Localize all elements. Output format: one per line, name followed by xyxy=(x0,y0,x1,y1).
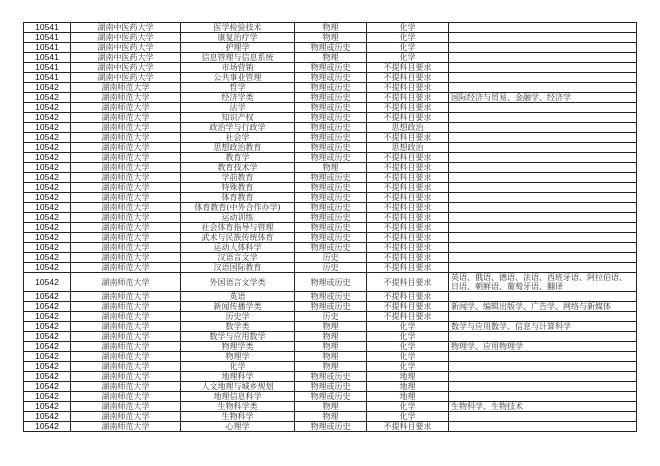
table-body xyxy=(24,23,637,432)
school-name-cell: 湖南中医药大学 xyxy=(71,73,181,83)
school-name-cell: 湖南师范大学 xyxy=(71,302,181,312)
second-subject-cell: 不提科目要求 xyxy=(367,153,449,163)
major-cell: 哲学 xyxy=(181,83,295,93)
included-majors-cell: 国际经济与贸易、金融学、经济学 xyxy=(449,93,637,103)
school-name-cell: 湖南师范大学 xyxy=(71,273,181,292)
table-row xyxy=(24,63,637,73)
school-name-cell: 湖南师范大学 xyxy=(71,352,181,362)
school-name-cell: 湖南师范大学 xyxy=(71,292,181,302)
included-majors-cell xyxy=(449,233,637,243)
included-majors-cell xyxy=(449,183,637,193)
table-row xyxy=(24,352,637,362)
second-subject-cell: 地理 xyxy=(367,392,449,402)
first-subject-cell: 物理或历史 xyxy=(295,43,367,53)
table-row xyxy=(24,312,637,322)
table-row xyxy=(24,193,637,203)
included-majors-cell xyxy=(449,292,637,302)
first-subject-cell: 物理或历史 xyxy=(295,93,367,103)
school-code-cell: 10542 xyxy=(24,213,71,223)
included-majors-cell xyxy=(449,33,637,43)
table-row xyxy=(24,213,637,223)
school-name-cell: 湖南中医药大学 xyxy=(71,53,181,63)
school-name-cell: 湖南师范大学 xyxy=(71,193,181,203)
first-subject-cell: 物理 xyxy=(295,352,367,362)
table-row xyxy=(24,402,637,412)
school-code-cell: 10542 xyxy=(24,332,71,342)
first-subject-cell: 物理或历史 xyxy=(295,213,367,223)
included-majors-cell xyxy=(449,43,637,53)
second-subject-cell: 不提科目要求 xyxy=(367,183,449,193)
school-name-cell: 湖南师范大学 xyxy=(71,312,181,322)
school-code-cell: 10542 xyxy=(24,273,71,292)
major-cell: 社会学 xyxy=(181,133,295,143)
included-majors-cell xyxy=(449,53,637,63)
included-majors-cell xyxy=(449,412,637,422)
school-code-cell: 10542 xyxy=(24,402,71,412)
second-subject-cell: 不提科目要求 xyxy=(367,253,449,263)
second-subject-cell: 不提科目要求 xyxy=(367,173,449,183)
major-cell: 法学 xyxy=(181,103,295,113)
table-row xyxy=(24,243,637,253)
second-subject-cell: 不提科目要求 xyxy=(367,83,449,93)
table-row xyxy=(24,163,637,173)
first-subject-cell: 历史 xyxy=(295,253,367,263)
second-subject-cell: 不提科目要求 xyxy=(367,263,449,273)
first-subject-cell: 物理或历史 xyxy=(295,292,367,302)
school-code-cell: 10542 xyxy=(24,203,71,213)
school-name-cell: 湖南师范大学 xyxy=(71,213,181,223)
second-subject-cell: 化学 xyxy=(367,23,449,33)
school-name-cell: 湖南中医药大学 xyxy=(71,43,181,53)
school-name-cell: 湖南师范大学 xyxy=(71,113,181,123)
first-subject-cell: 物理 xyxy=(295,322,367,332)
included-majors-cell xyxy=(449,223,637,233)
included-majors-cell: 物理学、应用物理学 xyxy=(449,342,637,352)
major-cell: 特殊教育 xyxy=(181,183,295,193)
table-row xyxy=(24,253,637,263)
school-name-cell: 湖南师范大学 xyxy=(71,412,181,422)
table-row xyxy=(24,233,637,243)
included-majors-cell xyxy=(449,213,637,223)
first-subject-cell: 物理或历史 xyxy=(295,133,367,143)
first-subject-cell: 物理或历史 xyxy=(295,83,367,93)
school-name-cell: 湖南师范大学 xyxy=(71,163,181,173)
table-row xyxy=(24,322,637,332)
major-cell: 护理学 xyxy=(181,43,295,53)
second-subject-cell: 不提科目要求 xyxy=(367,113,449,123)
included-majors-cell xyxy=(449,362,637,372)
included-majors-cell xyxy=(449,113,637,123)
major-cell: 社会体育指导与管理 xyxy=(181,223,295,233)
first-subject-cell: 物理或历史 xyxy=(295,63,367,73)
school-code-cell: 10541 xyxy=(24,53,71,63)
included-majors-cell xyxy=(449,203,637,213)
first-subject-cell: 物理或历史 xyxy=(295,123,367,133)
first-subject-cell: 历史 xyxy=(295,312,367,322)
second-subject-cell: 不提科目要求 xyxy=(367,73,449,83)
school-code-cell: 10542 xyxy=(24,103,71,113)
school-name-cell: 湖南中医药大学 xyxy=(71,23,181,33)
major-cell: 地理信息科学 xyxy=(181,392,295,402)
second-subject-cell: 不提科目要求 xyxy=(367,163,449,173)
major-cell: 运动人体科学 xyxy=(181,243,295,253)
school-code-cell: 10542 xyxy=(24,133,71,143)
major-cell: 信息管理与信息系统 xyxy=(181,53,295,63)
first-subject-cell: 物理或历史 xyxy=(295,372,367,382)
included-majors-cell: 数学与应用数学、信息与计算科学 xyxy=(449,322,637,332)
major-cell: 数学类 xyxy=(181,322,295,332)
first-subject-cell: 物理 xyxy=(295,53,367,63)
second-subject-cell: 化学 xyxy=(367,352,449,362)
table-row xyxy=(24,332,637,342)
school-code-cell: 10542 xyxy=(24,233,71,243)
first-subject-cell: 物理或历史 xyxy=(295,183,367,193)
school-code-cell: 10542 xyxy=(24,352,71,362)
major-cell: 经济学类 xyxy=(181,93,295,103)
table-row xyxy=(24,302,637,312)
first-subject-cell: 物理或历史 xyxy=(295,233,367,243)
table-row xyxy=(24,83,637,93)
school-name-cell: 湖南师范大学 xyxy=(71,332,181,342)
included-majors-cell: 新闻学、编辑出版学、广告学、网络与新媒体 xyxy=(449,302,637,312)
school-name-cell: 湖南师范大学 xyxy=(71,402,181,412)
second-subject-cell: 不提科目要求 xyxy=(367,422,449,432)
first-subject-cell: 物理 xyxy=(295,33,367,43)
school-name-cell: 湖南师范大学 xyxy=(71,263,181,273)
included-majors-cell xyxy=(449,243,637,253)
major-cell: 学前教育 xyxy=(181,173,295,183)
first-subject-cell: 物理或历史 xyxy=(295,243,367,253)
table-row xyxy=(24,372,637,382)
subject-requirements-table xyxy=(23,22,637,432)
first-subject-cell: 物理 xyxy=(295,362,367,372)
second-subject-cell: 不提科目要求 xyxy=(367,193,449,203)
school-code-cell: 10542 xyxy=(24,422,71,432)
school-code-cell: 10542 xyxy=(24,113,71,123)
second-subject-cell: 化学 xyxy=(367,322,449,332)
table-row xyxy=(24,422,637,432)
school-code-cell: 10541 xyxy=(24,23,71,33)
major-cell: 化学 xyxy=(181,362,295,372)
major-cell: 人文地理与城乡规划 xyxy=(181,382,295,392)
major-cell: 汉语国际教育 xyxy=(181,263,295,273)
included-majors-cell xyxy=(449,312,637,322)
school-name-cell: 湖南师范大学 xyxy=(71,83,181,93)
second-subject-cell: 不提科目要求 xyxy=(367,223,449,233)
table-row xyxy=(24,93,637,103)
second-subject-cell: 化学 xyxy=(367,402,449,412)
first-subject-cell: 物理或历史 xyxy=(295,382,367,392)
second-subject-cell: 不提科目要求 xyxy=(367,203,449,213)
school-code-cell: 10542 xyxy=(24,382,71,392)
second-subject-cell: 化学 xyxy=(367,412,449,422)
school-name-cell: 湖南师范大学 xyxy=(71,93,181,103)
first-subject-cell: 物理或历史 xyxy=(295,143,367,153)
table-row xyxy=(24,412,637,422)
second-subject-cell: 不提科目要求 xyxy=(367,233,449,243)
school-name-cell: 湖南师范大学 xyxy=(71,133,181,143)
second-subject-cell: 不提科目要求 xyxy=(367,292,449,302)
table-row xyxy=(24,143,637,153)
table-row xyxy=(24,292,637,302)
school-name-cell: 湖南中医药大学 xyxy=(71,33,181,43)
included-majors-cell xyxy=(449,253,637,263)
table-row xyxy=(24,223,637,233)
school-name-cell: 湖南师范大学 xyxy=(71,342,181,352)
major-cell: 历史学 xyxy=(181,312,295,322)
school-code-cell: 10542 xyxy=(24,243,71,253)
school-name-cell: 湖南师范大学 xyxy=(71,203,181,213)
included-majors-cell xyxy=(449,63,637,73)
major-cell: 武术与民族传统体育 xyxy=(181,233,295,243)
included-majors-cell xyxy=(449,83,637,93)
major-cell: 教育技术学 xyxy=(181,163,295,173)
table-row xyxy=(24,23,637,33)
second-subject-cell: 不提科目要求 xyxy=(367,243,449,253)
included-majors-cell xyxy=(449,263,637,273)
school-code-cell: 10542 xyxy=(24,123,71,133)
second-subject-cell: 不提科目要求 xyxy=(367,273,449,292)
school-name-cell: 湖南师范大学 xyxy=(71,233,181,243)
school-code-cell: 10541 xyxy=(24,73,71,83)
school-code-cell: 10542 xyxy=(24,93,71,103)
second-subject-cell: 不提科目要求 xyxy=(367,93,449,103)
included-majors-cell xyxy=(449,332,637,342)
school-code-cell: 10542 xyxy=(24,183,71,193)
major-cell: 体育教育(中外合作办学) xyxy=(181,203,295,213)
spreadsheet xyxy=(23,22,636,432)
major-cell: 市场营销 xyxy=(181,63,295,73)
school-name-cell: 湖南师范大学 xyxy=(71,103,181,113)
second-subject-cell: 不提科目要求 xyxy=(367,213,449,223)
second-subject-cell: 不提科目要求 xyxy=(367,103,449,113)
second-subject-cell: 地理 xyxy=(367,372,449,382)
school-name-cell: 湖南师范大学 xyxy=(71,422,181,432)
included-majors-cell xyxy=(449,372,637,382)
major-cell: 物理学 xyxy=(181,352,295,362)
first-subject-cell: 物理或历史 xyxy=(295,392,367,402)
first-subject-cell: 物理或历史 xyxy=(295,273,367,292)
first-subject-cell: 历史 xyxy=(295,263,367,273)
included-majors-cell: 生物科学、生物技术 xyxy=(449,402,637,412)
school-code-cell: 10542 xyxy=(24,83,71,93)
major-cell: 政治学与行政学 xyxy=(181,123,295,133)
included-majors-cell xyxy=(449,133,637,143)
table-row xyxy=(24,392,637,402)
school-name-cell: 湖南师范大学 xyxy=(71,173,181,183)
school-name-cell: 湖南师范大学 xyxy=(71,372,181,382)
table-row xyxy=(24,173,637,183)
included-majors-cell xyxy=(449,143,637,153)
school-name-cell: 湖南师范大学 xyxy=(71,382,181,392)
included-majors-cell xyxy=(449,382,637,392)
school-code-cell: 10542 xyxy=(24,302,71,312)
included-majors-cell xyxy=(449,153,637,163)
major-cell: 公共事业管理 xyxy=(181,73,295,83)
table-row xyxy=(24,183,637,193)
first-subject-cell: 物理或历史 xyxy=(295,103,367,113)
school-name-cell: 湖南中医药大学 xyxy=(71,63,181,73)
included-majors-cell xyxy=(449,193,637,203)
major-cell: 心理学 xyxy=(181,422,295,432)
table-row xyxy=(24,113,637,123)
table-row xyxy=(24,342,637,352)
table-row xyxy=(24,203,637,213)
major-cell: 英语 xyxy=(181,292,295,302)
school-code-cell: 10542 xyxy=(24,193,71,203)
major-cell: 数学与应用数学 xyxy=(181,332,295,342)
major-cell: 康复治疗学 xyxy=(181,33,295,43)
major-cell: 物理学类 xyxy=(181,342,295,352)
first-subject-cell: 物理 xyxy=(295,342,367,352)
included-majors-cell xyxy=(449,103,637,113)
major-cell: 思想政治教育 xyxy=(181,143,295,153)
first-subject-cell: 物理或历史 xyxy=(295,223,367,233)
included-majors-cell xyxy=(449,23,637,33)
second-subject-cell: 不提科目要求 xyxy=(367,312,449,322)
school-code-cell: 10542 xyxy=(24,253,71,263)
second-subject-cell: 化学 xyxy=(367,43,449,53)
school-code-cell: 10542 xyxy=(24,153,71,163)
school-code-cell: 10542 xyxy=(24,312,71,322)
school-name-cell: 湖南师范大学 xyxy=(71,392,181,402)
major-cell: 医学检验技术 xyxy=(181,23,295,33)
major-cell: 体育教育 xyxy=(181,193,295,203)
first-subject-cell: 物理或历史 xyxy=(295,173,367,183)
included-majors-cell: 英语、俄语、德语、法语、西班牙语、阿拉伯语、日语、朝鲜语、葡萄牙语、翻译 xyxy=(449,273,637,292)
major-cell: 新闻传播学类 xyxy=(181,302,295,312)
major-cell: 汉语言文学 xyxy=(181,253,295,263)
school-code-cell: 10542 xyxy=(24,263,71,273)
school-code-cell: 10541 xyxy=(24,43,71,53)
major-cell: 生物科学类 xyxy=(181,402,295,412)
first-subject-cell: 物理 xyxy=(295,23,367,33)
school-name-cell: 湖南师范大学 xyxy=(71,322,181,332)
school-code-cell: 10542 xyxy=(24,292,71,302)
second-subject-cell: 化学 xyxy=(367,33,449,43)
school-code-cell: 10542 xyxy=(24,163,71,173)
table-row xyxy=(24,53,637,63)
table-row xyxy=(24,263,637,273)
school-code-cell: 10542 xyxy=(24,372,71,382)
second-subject-cell: 思想政治 xyxy=(367,143,449,153)
school-code-cell: 10542 xyxy=(24,392,71,402)
school-name-cell: 湖南师范大学 xyxy=(71,123,181,133)
table-row xyxy=(24,153,637,163)
major-cell: 地理科学 xyxy=(181,372,295,382)
included-majors-cell xyxy=(449,73,637,83)
school-code-cell: 10542 xyxy=(24,412,71,422)
table-row xyxy=(24,273,637,292)
school-code-cell: 10542 xyxy=(24,322,71,332)
first-subject-cell: 物理 xyxy=(295,163,367,173)
major-cell: 运动训练 xyxy=(181,213,295,223)
school-code-cell: 10542 xyxy=(24,143,71,153)
first-subject-cell: 物理或历史 xyxy=(295,73,367,83)
major-cell: 教育学 xyxy=(181,153,295,163)
school-code-cell: 10542 xyxy=(24,173,71,183)
second-subject-cell: 化学 xyxy=(367,362,449,372)
table-row xyxy=(24,123,637,133)
first-subject-cell: 物理 xyxy=(295,412,367,422)
school-name-cell: 湖南师范大学 xyxy=(71,243,181,253)
second-subject-cell: 化学 xyxy=(367,53,449,63)
included-majors-cell xyxy=(449,163,637,173)
included-majors-cell xyxy=(449,392,637,402)
included-majors-cell xyxy=(449,352,637,362)
school-name-cell: 湖南师范大学 xyxy=(71,153,181,163)
included-majors-cell xyxy=(449,173,637,183)
table-row xyxy=(24,103,637,113)
school-code-cell: 10542 xyxy=(24,342,71,352)
second-subject-cell: 不提科目要求 xyxy=(367,63,449,73)
school-name-cell: 湖南师范大学 xyxy=(71,183,181,193)
table-row xyxy=(24,73,637,83)
school-name-cell: 湖南师范大学 xyxy=(71,253,181,263)
school-name-cell: 湖南师范大学 xyxy=(71,362,181,372)
second-subject-cell: 化学 xyxy=(367,332,449,342)
major-cell: 知识产权 xyxy=(181,113,295,123)
first-subject-cell: 物理或历史 xyxy=(295,203,367,213)
school-code-cell: 10541 xyxy=(24,33,71,43)
second-subject-cell: 不提科目要求 xyxy=(367,133,449,143)
second-subject-cell: 思想政治 xyxy=(367,123,449,133)
second-subject-cell: 地理 xyxy=(367,382,449,392)
school-code-cell: 10542 xyxy=(24,223,71,233)
included-majors-cell xyxy=(449,422,637,432)
table-row xyxy=(24,33,637,43)
second-subject-cell: 化学 xyxy=(367,342,449,352)
second-subject-cell: 不提科目要求 xyxy=(367,302,449,312)
first-subject-cell: 物理或历史 xyxy=(295,422,367,432)
school-name-cell: 湖南师范大学 xyxy=(71,223,181,233)
first-subject-cell: 物理或历史 xyxy=(295,302,367,312)
major-cell: 外国语言文学类 xyxy=(181,273,295,292)
school-code-cell: 10542 xyxy=(24,362,71,372)
school-code-cell: 10541 xyxy=(24,63,71,73)
first-subject-cell: 物理 xyxy=(295,402,367,412)
table-row xyxy=(24,382,637,392)
first-subject-cell: 物理或历史 xyxy=(295,113,367,123)
included-majors-cell xyxy=(449,123,637,133)
school-name-cell: 湖南师范大学 xyxy=(71,143,181,153)
first-subject-cell: 物理 xyxy=(295,332,367,342)
table-row xyxy=(24,362,637,372)
first-subject-cell: 物理或历史 xyxy=(295,193,367,203)
table-row xyxy=(24,133,637,143)
table-row xyxy=(24,43,637,53)
major-cell: 生物科学 xyxy=(181,412,295,422)
first-subject-cell: 物理或历史 xyxy=(295,153,367,163)
